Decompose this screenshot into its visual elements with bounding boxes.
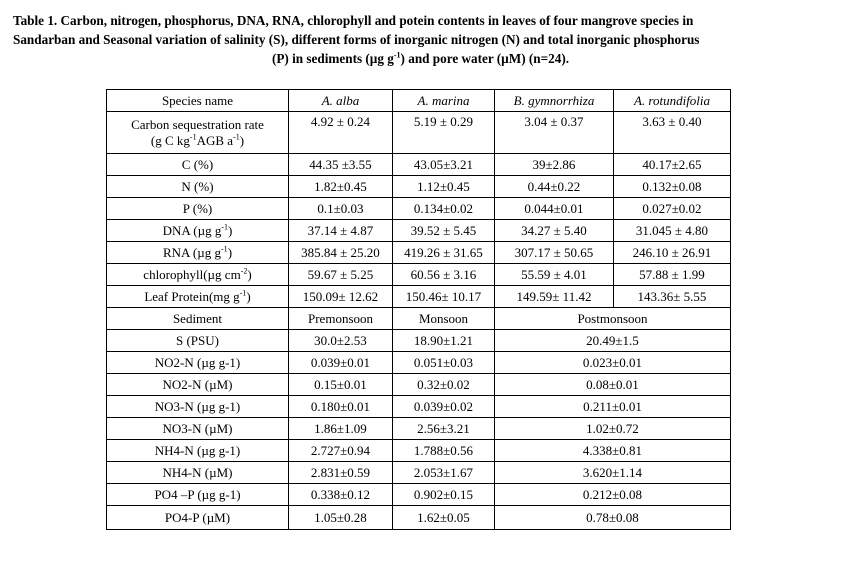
row-label: N (%) [107,176,289,198]
table-cell: 1.02±0.72 [495,418,731,440]
table-cell: 2.56±3.21 [393,418,495,440]
table-row [107,418,731,440]
table-cell: 60.56 ± 3.16 [393,264,495,286]
table-cell: 30.0±2.53 [289,330,393,352]
table-cell: 149.59± 11.42 [495,286,614,308]
row-label: NO2-N (µg g-1) [107,352,289,374]
table-cell: 2.727±0.94 [289,440,393,462]
table-cell: 1.86±1.09 [289,418,393,440]
data-table [106,89,731,530]
season-header-postmonsoon: Postmonsoon [495,308,731,330]
species-header-a-rotundifolia: A. rotundifolia [614,90,731,112]
species-header-b-gymnorrhiza: B. gymnorrhiza [495,90,614,112]
table-cell: 0.211±0.01 [495,396,731,418]
table-cell: 0.051±0.03 [393,352,495,374]
table-cell: 143.36± 5.55 [614,286,731,308]
table-cell: 40.17±2.65 [614,154,731,176]
table-cell: 0.027±0.02 [614,198,731,220]
row-label: NO3-N (µM) [107,418,289,440]
caption-label: Table 1. [13,13,58,28]
table-cell: 3.620±1.14 [495,462,731,484]
table-cell: 44.35 ±3.55 [289,154,393,176]
sediment-header-row [107,308,731,330]
row-label: PO4 –P (µg g-1) [107,484,289,506]
table-cell: 34.27 ± 5.40 [495,220,614,242]
table-row [107,484,731,506]
table-caption [13,11,828,68]
table-row [107,286,731,308]
table-cell: 0.132±0.08 [614,176,731,198]
table-cell: 3.04 ± 0.37 [495,112,614,154]
row-label: S (PSU) [107,330,289,352]
table-cell: 1.788±0.56 [393,440,495,462]
table-row [107,330,731,352]
table-row [107,264,731,286]
table-cell: 150.46± 10.17 [393,286,495,308]
season-header-monsoon: Monsoon [393,308,495,330]
table-cell: 0.134±0.02 [393,198,495,220]
caption-text-3b: ) and pore water (µM) (n=24). [400,51,570,66]
table-cell: 1.62±0.05 [393,506,495,530]
table-cell: 0.044±0.01 [495,198,614,220]
table-cell: 246.10 ± 26.91 [614,242,731,264]
table-cell: 4.338±0.81 [495,440,731,462]
table-cell: 31.045 ± 4.80 [614,220,731,242]
table-cell: 419.26 ± 31.65 [393,242,495,264]
sediment-header: Sediment [107,308,289,330]
table-cell: 0.039±0.02 [393,396,495,418]
table-cell: 0.32±0.02 [393,374,495,396]
table-cell: 0.902±0.15 [393,484,495,506]
table-cell: 0.212±0.08 [495,484,731,506]
table-cell: 0.1±0.03 [289,198,393,220]
table-cell: 0.023±0.01 [495,352,731,374]
row-label: chlorophyll(µg $cm^{-2}$) [107,264,289,286]
row-label: Leaf Protein(mg $g^{-1}$) [107,286,289,308]
caption-line-2: Sandarban and Seasonal variation of salinity (S), different forms of inorganic nitrogen (N) and total inorganic phosphorus [13,32,700,47]
table-cell: 43.05±3.21 [393,154,495,176]
table-cell: 39.52 ± 5.45 [393,220,495,242]
table-cell: 4.92 ± 0.24 [289,112,393,154]
table-cell: 37.14 ± 4.87 [289,220,393,242]
row-label: NO2-N (µM) [107,374,289,396]
table-row [107,242,731,264]
table-cell: 5.19 ± 0.29 [393,112,495,154]
table-row [107,154,731,176]
table-cell: 55.59 ± 4.01 [495,264,614,286]
row-label: DNA (µg $g^{-1}$) [107,220,289,242]
table-row [107,220,731,242]
carbon-row-label [107,112,289,154]
table-cell: 1.05±0.28 [289,506,393,530]
row-label: NH4-N (µg g-1) [107,440,289,462]
carbon-row [107,112,731,154]
table-row [107,198,731,220]
table-cell: 0.44±0.22 [495,176,614,198]
table-cell: 150.09± 12.62 [289,286,393,308]
caption-text-1: Carbon, nitrogen, phosphorus, DNA, RNA, chlorophyll and potein contents in leaves of four mangrove species in [60,13,694,28]
caption-sup: -1 [393,50,401,60]
row-label: PO4-P (µM) [107,506,289,530]
carbon-label-line2: (g C $kg^{-1}AGB$ $a^{-1}$) [150,132,245,148]
table-cell: 1.12±0.45 [393,176,495,198]
table-cell: 0.78±0.08 [495,506,731,530]
table-cell: 18.90±1.21 [393,330,495,352]
table-row [107,352,731,374]
table-cell: 307.17 ± 50.65 [495,242,614,264]
table-cell: 3.63 ± 0.40 [614,112,731,154]
table-cell: 385.84 ± 25.20 [289,242,393,264]
table-row [107,440,731,462]
species-header-a-alba: A. alba [289,90,393,112]
table-cell: 1.82±0.45 [289,176,393,198]
row-label: P (%) [107,198,289,220]
table-cell: 0.15±0.01 [289,374,393,396]
table-cell: 39±2.86 [495,154,614,176]
table-row [107,396,731,418]
row-label: NO3-N (µg g-1) [107,396,289,418]
table-row [107,462,731,484]
caption-line-3 [13,49,828,68]
table-cell: 2.053±1.67 [393,462,495,484]
caption-line-1 [13,11,828,30]
season-header-premonsoon: Premonsoon [289,308,393,330]
table-row [107,374,731,396]
table-cell: 0.180±0.01 [289,396,393,418]
carbon-label-line1: Carbon sequestration rate [131,116,264,132]
table-cell: 0.338±0.12 [289,484,393,506]
table-cell: 0.039±0.01 [289,352,393,374]
row-label: RNA (µg $g^{-1}$) [107,242,289,264]
species-header-a-marina: A. marina [393,90,495,112]
table-row [107,506,731,530]
table-cell: 2.831±0.59 [289,462,393,484]
table-cell: 57.88 ± 1.99 [614,264,731,286]
table-cell: 59.67 ± 5.25 [289,264,393,286]
table-row [107,176,731,198]
row-label: NH4-N (µM) [107,462,289,484]
row-label: C (%) [107,154,289,176]
caption-text-3a: (P) in sediments (µg g [271,51,394,66]
table-cell: 20.49±1.5 [495,330,731,352]
table-cell: 0.08±0.01 [495,374,731,396]
species-header-row [107,90,731,112]
species-name-header: Species name [107,90,289,112]
